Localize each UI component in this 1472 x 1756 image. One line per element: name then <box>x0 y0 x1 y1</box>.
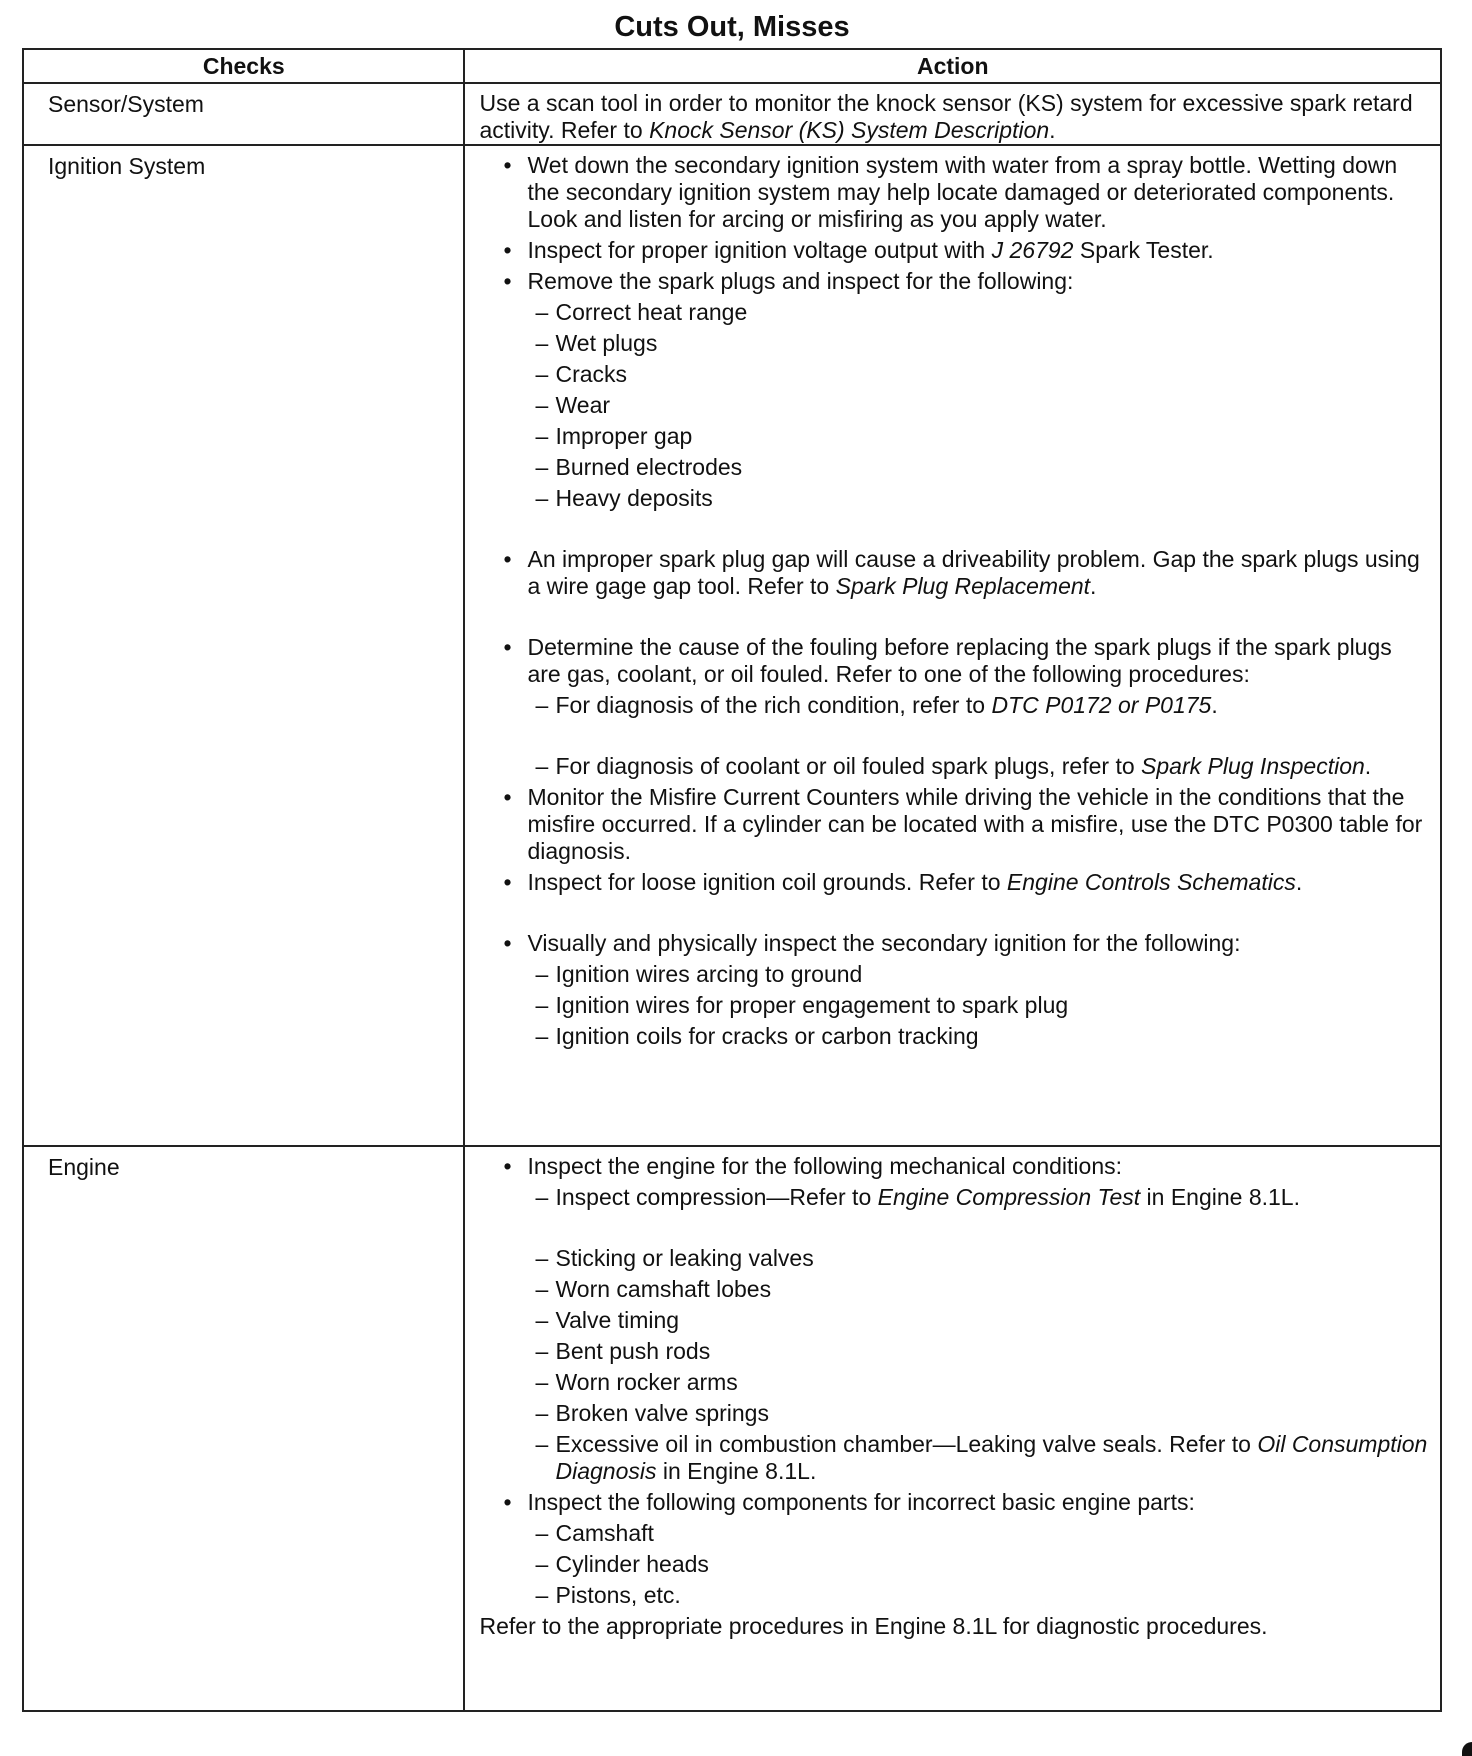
spacer <box>475 600 1430 634</box>
header-row <box>23 49 1441 83</box>
dash-icon: – <box>535 361 549 387</box>
sub-item-text: Sticking or leaking valves <box>555 1245 814 1271</box>
sub-item <box>475 1369 1430 1396</box>
sub-item <box>475 1023 1430 1050</box>
bullet-item <box>475 268 1430 295</box>
sub-item <box>475 961 1430 988</box>
bullet-text: Inspect for loose ignition coil grounds. Refer to <box>527 869 1007 895</box>
tool-reference: J 26792 <box>991 237 1074 263</box>
punctuation: . <box>1090 573 1097 599</box>
bullet-icon: • <box>503 1489 512 1515</box>
bullet-icon: • <box>503 930 512 956</box>
bullet-icon: • <box>503 784 512 810</box>
punctuation: . <box>1295 869 1303 895</box>
bullet-item <box>475 930 1430 957</box>
bullet-icon: • <box>503 237 512 263</box>
spacer <box>475 1211 1430 1245</box>
sub-item-text: Cracks <box>555 361 628 387</box>
sub-item-text: in Engine 8.1L. <box>656 1458 817 1484</box>
sub-item <box>475 299 1430 326</box>
action-cell <box>464 145 1441 1146</box>
bullet-text: An improper spark plug gap will cause a driveability problem. Gap the spark plugs using a wire gage gap tool. Refer to <box>527 546 1420 599</box>
bullet-item <box>475 237 1430 264</box>
dash-icon: – <box>535 1400 549 1426</box>
bullet-item <box>475 152 1430 233</box>
sub-item <box>475 454 1430 481</box>
bullet-text: Remove the spark plugs and inspect for the following: <box>527 268 1074 294</box>
sub-item-text: Burned electrodes <box>555 454 743 480</box>
bullet-icon: • <box>503 634 512 660</box>
dash-icon: – <box>535 454 549 480</box>
sub-item <box>475 1276 1430 1303</box>
sub-item-text: Valve timing <box>555 1307 680 1333</box>
dash-icon: – <box>535 1245 549 1271</box>
cross-reference-link[interactable]: Oil Consumption Diagnosis <box>555 1431 1428 1484</box>
sub-item <box>475 1431 1430 1485</box>
sub-item-text: Heavy deposits <box>555 485 713 511</box>
dash-icon: – <box>535 485 549 511</box>
sub-item <box>475 753 1430 780</box>
dash-icon: – <box>535 1582 549 1608</box>
sub-item-text: Pistons, etc. <box>555 1582 681 1608</box>
spacer <box>475 896 1430 930</box>
punctuation: . <box>1364 753 1372 779</box>
check-cell: Ignition System <box>23 145 464 1146</box>
cross-reference-link[interactable]: Engine Controls Schematics <box>1006 869 1296 895</box>
sub-item-text: Improper gap <box>555 423 693 449</box>
check-cell: Sensor/System <box>23 83 464 145</box>
column-header-checks: Checks <box>23 49 464 83</box>
sub-item-text: For diagnosis of the rich condition, refer to <box>555 692 992 718</box>
sub-item <box>475 1551 1430 1578</box>
sub-item-text: in Engine 8.1L. <box>1140 1184 1300 1210</box>
bullet-item <box>475 869 1430 896</box>
dash-icon: – <box>535 299 549 325</box>
sub-item <box>475 1582 1430 1609</box>
bullet-text: Wet down the secondary ignition system with water from a spray bottle. Wetting down the secondary ignition system may help locate damaged or deteriorated components. Look and listen for arcing or misfiring as you apply water. <box>527 152 1398 232</box>
sub-item-text: Ignition coils for cracks or carbon tracking <box>555 1023 979 1049</box>
sub-item-text: Excessive oil in combustion chamber—Leaking valve seals. Refer to <box>555 1431 1258 1457</box>
bullet-text: Monitor the Misfire Current Counters while driving the vehicle in the conditions that the misfire occurred. If a cylinder can be located with a misfire, use the DTC P0300 table for diagnosis. <box>527 784 1423 864</box>
sub-item <box>475 992 1430 1019</box>
cross-reference-link[interactable]: Spark Plug Inspection <box>1141 753 1365 779</box>
dash-icon: – <box>535 392 549 418</box>
sub-item <box>475 1520 1430 1547</box>
bullet-text: Visually and physically inspect the secondary ignition for the following: <box>527 930 1241 956</box>
dash-icon: – <box>535 1431 549 1457</box>
spacer <box>475 512 1430 546</box>
sub-item-text: Wear <box>555 392 611 418</box>
dash-icon: – <box>535 753 549 779</box>
sub-item <box>475 485 1430 512</box>
sub-item-text: Broken valve springs <box>555 1400 769 1426</box>
sub-item <box>475 692 1430 719</box>
action-cell <box>464 83 1441 145</box>
sub-item-text: Ignition wires arcing to ground <box>555 961 863 987</box>
sub-item <box>475 392 1430 419</box>
page-title: Cuts Out, Misses <box>614 11 850 43</box>
bullet-icon: • <box>503 869 512 895</box>
bullet-text: Spark Tester. <box>1073 237 1214 263</box>
bullet-item <box>475 546 1430 600</box>
dash-icon: – <box>535 1276 549 1302</box>
sub-item <box>475 1245 1430 1272</box>
sub-item-text: Ignition wires for proper engagement to spark plug <box>555 992 1069 1018</box>
dash-icon: – <box>535 1023 549 1049</box>
dash-icon: – <box>535 1520 549 1546</box>
column-header-action: Action <box>464 49 1441 83</box>
bullet-icon: • <box>503 152 512 178</box>
table-row-ignition-system <box>23 145 1441 1146</box>
sub-item-text: Camshaft <box>555 1520 654 1546</box>
sub-item <box>475 1184 1430 1211</box>
diagnostic-table <box>22 48 1442 1712</box>
sub-item-text: Worn camshaft lobes <box>555 1276 772 1302</box>
dash-icon: – <box>535 1551 549 1577</box>
sub-item <box>475 361 1430 388</box>
action-text: Use a scan tool in order to monitor the knock sensor (KS) system for excessive spark retard activity. Refer to <box>479 90 1413 143</box>
table-row-sensor-system <box>23 83 1441 145</box>
sub-item <box>475 1338 1430 1365</box>
dash-icon: – <box>535 1338 549 1364</box>
dash-icon: – <box>535 1307 549 1333</box>
sub-item-text: Worn rocker arms <box>555 1369 738 1395</box>
sub-item <box>475 1307 1430 1334</box>
cross-reference-link[interactable]: DTC P0172 or P0175 <box>991 692 1212 718</box>
dash-icon: – <box>535 1184 549 1210</box>
sub-item-text: Wet plugs <box>555 330 658 356</box>
punctuation: . <box>1211 692 1218 718</box>
sub-item-text: Bent push rods <box>555 1338 711 1364</box>
bullet-item <box>475 634 1430 688</box>
action-paragraph <box>475 90 1430 144</box>
bullet-text: Inspect the following components for incorrect basic engine parts: <box>527 1489 1195 1515</box>
cross-reference-link[interactable]: Engine Compression Test <box>877 1184 1141 1210</box>
sub-item-text: Correct heat range <box>555 299 748 325</box>
sub-item-text: Cylinder heads <box>555 1551 709 1577</box>
footer-note: Refer to the appropriate procedures in Engine 8.1L for diagnostic procedures. <box>479 1613 1268 1639</box>
bullet-icon: • <box>503 268 512 294</box>
action-cell <box>464 1146 1441 1711</box>
dash-icon: – <box>535 692 549 718</box>
sub-item-text: Inspect compression—Refer to <box>555 1184 878 1210</box>
sub-item <box>475 423 1430 450</box>
bullet-item <box>475 1153 1430 1180</box>
dash-icon: – <box>535 961 549 987</box>
dash-icon: – <box>535 423 549 449</box>
bullet-text: Inspect the engine for the following mechanical conditions: <box>527 1153 1123 1179</box>
bullet-item <box>475 784 1430 865</box>
cross-reference-link[interactable]: Knock Sensor (KS) System Description <box>649 117 1050 143</box>
bullet-item <box>475 1489 1430 1516</box>
page-corner-mark <box>1462 1742 1472 1756</box>
sub-item-text: For diagnosis of coolant or oil fouled spark plugs, refer to <box>555 753 1142 779</box>
sub-item <box>475 1400 1430 1427</box>
bullet-icon: • <box>503 1153 512 1179</box>
spacer <box>475 719 1430 753</box>
dash-icon: – <box>535 1369 549 1395</box>
bullet-text: Determine the cause of the fouling before replacing the spark plugs if the spark plugs are gas, coolant, or oil fouled. Refer to one of the following procedures: <box>527 634 1392 687</box>
check-cell: Engine <box>23 1146 464 1711</box>
bullet-text: Inspect for proper ignition voltage output with <box>527 237 992 263</box>
table-row-engine <box>23 1146 1441 1711</box>
dash-icon: – <box>535 330 549 356</box>
bullet-icon: • <box>503 546 512 572</box>
sub-item <box>475 330 1430 357</box>
punctuation: . <box>1049 117 1056 143</box>
dash-icon: – <box>535 992 549 1018</box>
cross-reference-link[interactable]: Spark Plug Replacement <box>835 573 1091 599</box>
